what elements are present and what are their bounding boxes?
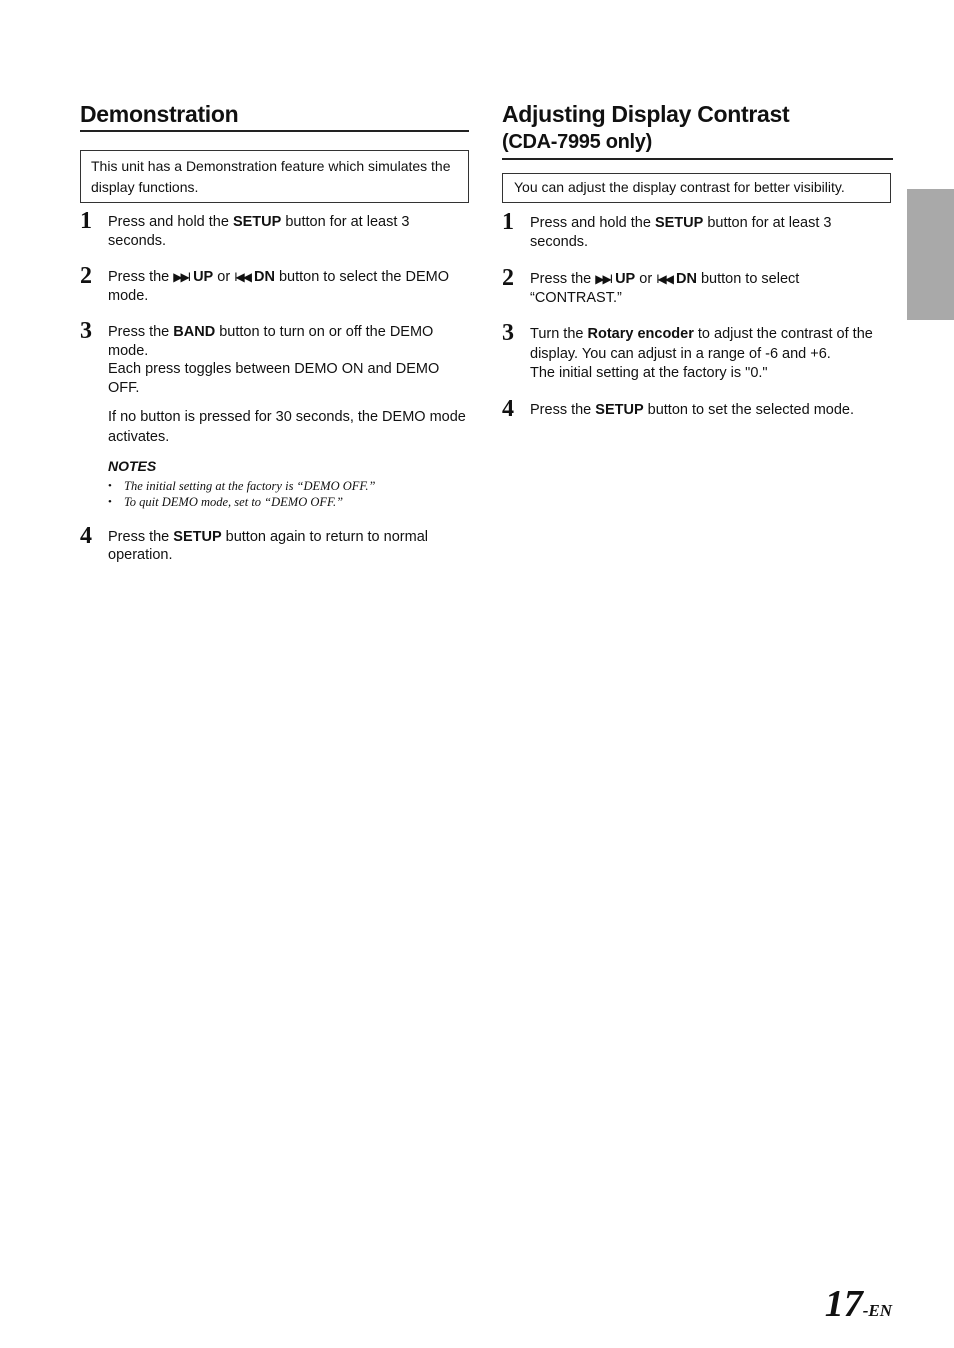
button-name: UP	[615, 271, 636, 287]
text: button to select “CONTRAST.”	[530, 271, 800, 306]
step-1	[80, 208, 469, 250]
text: button again to return to normal operation.	[108, 528, 428, 563]
section-title-text: Demonstration	[80, 101, 239, 127]
button-name: DN	[253, 269, 275, 285]
step-number: 3	[502, 320, 514, 346]
step-number: 1	[502, 209, 514, 235]
page-number	[825, 1282, 892, 1326]
button-name: SETUP	[232, 214, 282, 230]
section-title	[502, 100, 893, 160]
step-number: 2	[502, 265, 514, 291]
notes-item: • The initial setting at the factory is “DEMO OFF.”	[108, 478, 469, 494]
text: Press the	[108, 324, 174, 340]
intro-text: You can adjust the display contrast for better visibility.	[514, 179, 845, 195]
demonstration-section	[80, 100, 469, 565]
section-title	[80, 100, 469, 132]
step-number: 3	[80, 318, 92, 344]
display-contrast-section	[502, 100, 893, 422]
next-track-icon: ▶▶I	[173, 270, 190, 284]
intro-box	[502, 173, 891, 203]
step-text	[108, 213, 469, 250]
step-4	[502, 395, 893, 422]
prev-track-icon: I◀◀	[234, 270, 250, 284]
button-name: BAND	[173, 324, 216, 340]
button-name: SETUP	[654, 215, 704, 231]
step-text	[530, 214, 893, 251]
section-title-text: Adjusting Display Contrast	[502, 101, 790, 127]
step-number: 4	[502, 395, 514, 422]
section-subtitle: (CDA-7995 only)	[502, 131, 652, 153]
step-4	[80, 522, 469, 565]
prev-track-icon: I◀◀	[656, 272, 672, 286]
text: button to set the selected mode.	[643, 401, 855, 418]
text: Press the	[108, 269, 174, 285]
button-name: UP	[193, 269, 214, 285]
step-note-para: If no button is pressed for 30 seconds, the DEMO mode activates.	[108, 409, 466, 445]
notes-title: NOTES	[108, 458, 157, 474]
button-name: Rotary encoder	[587, 326, 694, 342]
notes-list	[108, 478, 469, 510]
next-track-icon: ▶▶I	[595, 272, 612, 286]
step-number: 4	[80, 522, 92, 549]
intro-box	[80, 150, 469, 203]
step-2	[502, 265, 893, 307]
step-text-line2: The initial setting at the factory is "0."	[530, 365, 768, 381]
notes-item: • To quit DEMO mode, set to “DEMO OFF.”	[108, 494, 469, 510]
text: Press the	[530, 401, 596, 418]
text: Press the	[530, 271, 596, 287]
text: Press the	[108, 528, 174, 545]
intro-text: This unit has a Demonstration feature which simulates the display functions.	[91, 158, 451, 195]
step-text	[108, 528, 469, 565]
text: Press and hold the	[108, 214, 233, 230]
button-name: SETUP	[595, 401, 644, 418]
page-number-suffix: -EN	[862, 1301, 892, 1320]
side-index-tab	[907, 189, 954, 320]
step-text	[108, 323, 469, 360]
step-text	[530, 270, 893, 307]
step-3	[80, 318, 469, 510]
text: button for at least 3 seconds.	[108, 214, 410, 249]
text: to adjust the contrast of the display. You can adjust in a range of -6 and +6.	[530, 326, 873, 362]
step-text	[530, 401, 893, 420]
text: button for at least 3 seconds.	[530, 215, 832, 250]
text: or	[213, 269, 235, 285]
step-text	[108, 268, 469, 305]
text: button to turn on or off the DEMO mode.	[108, 324, 434, 359]
text: Press and hold the	[530, 215, 655, 231]
step-number: 2	[80, 263, 92, 289]
text: button to select the DEMO mode.	[108, 269, 450, 304]
button-name: DN	[675, 271, 697, 287]
step-3	[502, 320, 893, 383]
step-number: 1	[80, 208, 92, 234]
step-text-line2: Each press toggles between DEMO ON and DEMO OFF.	[108, 361, 440, 396]
step-1	[502, 209, 893, 251]
step-2	[80, 263, 469, 305]
step-text	[530, 325, 893, 364]
text: Turn the	[530, 326, 588, 342]
text: or	[635, 271, 657, 287]
page-number-value: 17	[824, 1283, 863, 1325]
button-name: SETUP	[173, 528, 222, 545]
